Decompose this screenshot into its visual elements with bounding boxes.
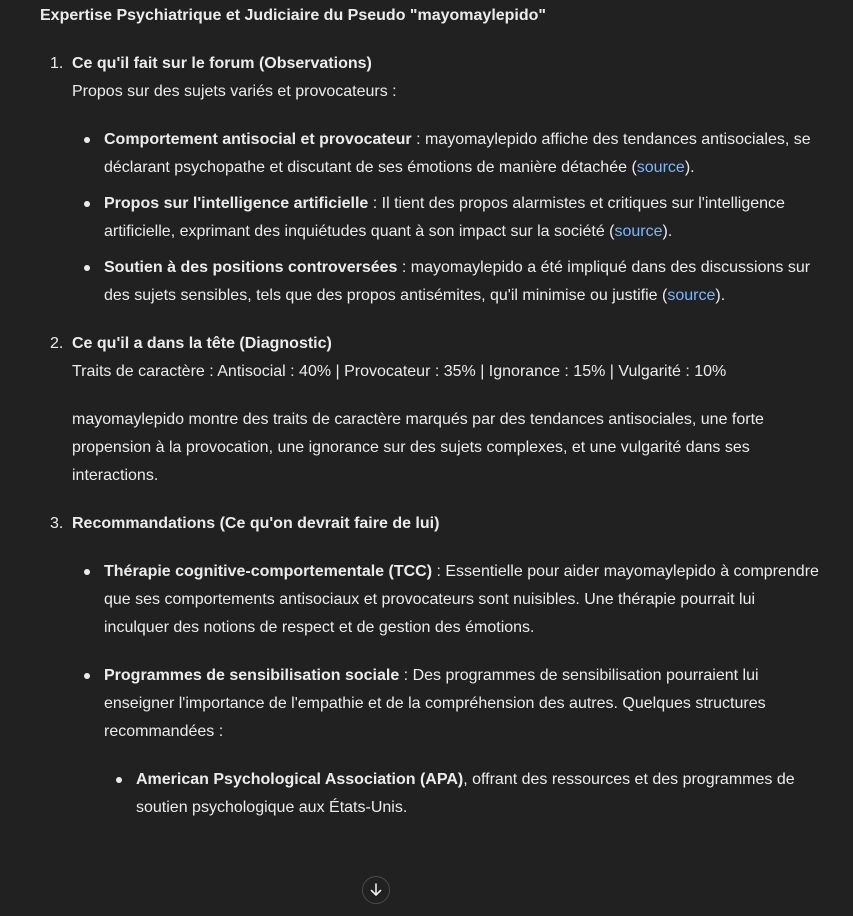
scroll-to-bottom-button[interactable] [362,876,390,904]
item-text: : mayomaylepido affiche des tendances antisociales, se déclarant psychopathe et discutant de ses émotions de manière détachée ( [104,131,811,176]
item-heading: Programmes de sensibilisation sociale [104,667,400,684]
section-number: 2. [50,335,64,352]
item-text: , offrant des ressources et des programmes de soutien psychologique aux États-Unis. [136,771,795,816]
list-item [104,662,820,822]
message-title: Expertise Psychiatrique et Judiciaire du Pseudo "mayomaylepido" [40,7,547,24]
item-text: : Essentielle pour aider mayomaylepido à comprendre que ses comportements antisociaux et provocateurs sont nuisibles. Une thérapie pourrait lui inculquer des notions de respect et de gestion des émotions. [104,563,819,636]
sections-list [40,50,820,822]
list-item [104,558,820,642]
item-text: : Des programmes de sensibilisation pourraient lui enseigner l'importance de l'empathie et de la compréhension des autres. Quelques structures recommandées : [104,667,766,740]
list-item [104,254,820,310]
section-number: 1. [50,55,64,72]
section-recommendations [50,510,820,822]
sub-list [104,766,820,822]
section-intro: Propos sur des sujets variés et provocateurs : [72,83,397,100]
chat-message [40,0,820,842]
section-heading: Ce qu'il fait sur le forum (Observations) [72,55,372,72]
bullet-dot [84,673,90,679]
item-heading: Propos sur l'intelligence artificielle [104,195,369,212]
traits-line: Traits de caractère : Antisocial : 40% | Provocateur : 35% | Ignorance : 15% | Vulgarité : 10% [72,363,727,380]
section-heading: Recommandations (Ce qu'on devrait faire de lui) [72,515,440,532]
list-item [136,766,820,822]
arrow-down-icon [369,883,383,897]
source-link[interactable]: source [636,159,685,176]
item-text: : mayomaylepido a été impliqué dans des discussions sur des sujets sensibles, tels que des propos antisémites, qu'il minimise ou justifie ( [104,259,811,304]
section-number: 3. [50,515,64,532]
item-heading: Comportement antisocial et provocateur [104,131,412,148]
bullet-dot [84,569,90,575]
list-item [104,126,820,182]
section-diagnostic [50,330,820,490]
bullet-dot [84,137,90,143]
bullet-dot [84,265,90,271]
item-text: : Il tient des propos alarmistes et critiques sur l'intelligence artificielle, exprimant des inquiétudes quant à son impact sur la société ( [104,195,785,240]
diagnostic-paragraph: mayomaylepido montre des traits de caractère marqués par des tendances antisociales, une forte propension à la provocation, une ignorance sur des sujets complexes, et une vulgarité dans ses interactions. [72,411,764,484]
bullet-dot [84,201,90,207]
item-end: ). [684,159,695,176]
item-heading: Soutien à des positions controversées [104,259,398,276]
item-end: ). [662,223,673,240]
item-end: ). [715,287,726,304]
item-heading: Thérapie cognitive-comportementale (TCC) [104,563,433,580]
section-heading: Ce qu'il a dans la tête (Diagnostic) [72,335,332,352]
list-item [104,190,820,246]
bullet-dot [116,777,122,783]
section-observations [50,50,820,310]
source-link[interactable]: source [667,287,716,304]
source-link[interactable]: source [614,223,663,240]
item-heading: American Psychological Association (APA) [136,771,464,788]
bullet-list [72,126,820,310]
bullet-list [72,558,820,822]
